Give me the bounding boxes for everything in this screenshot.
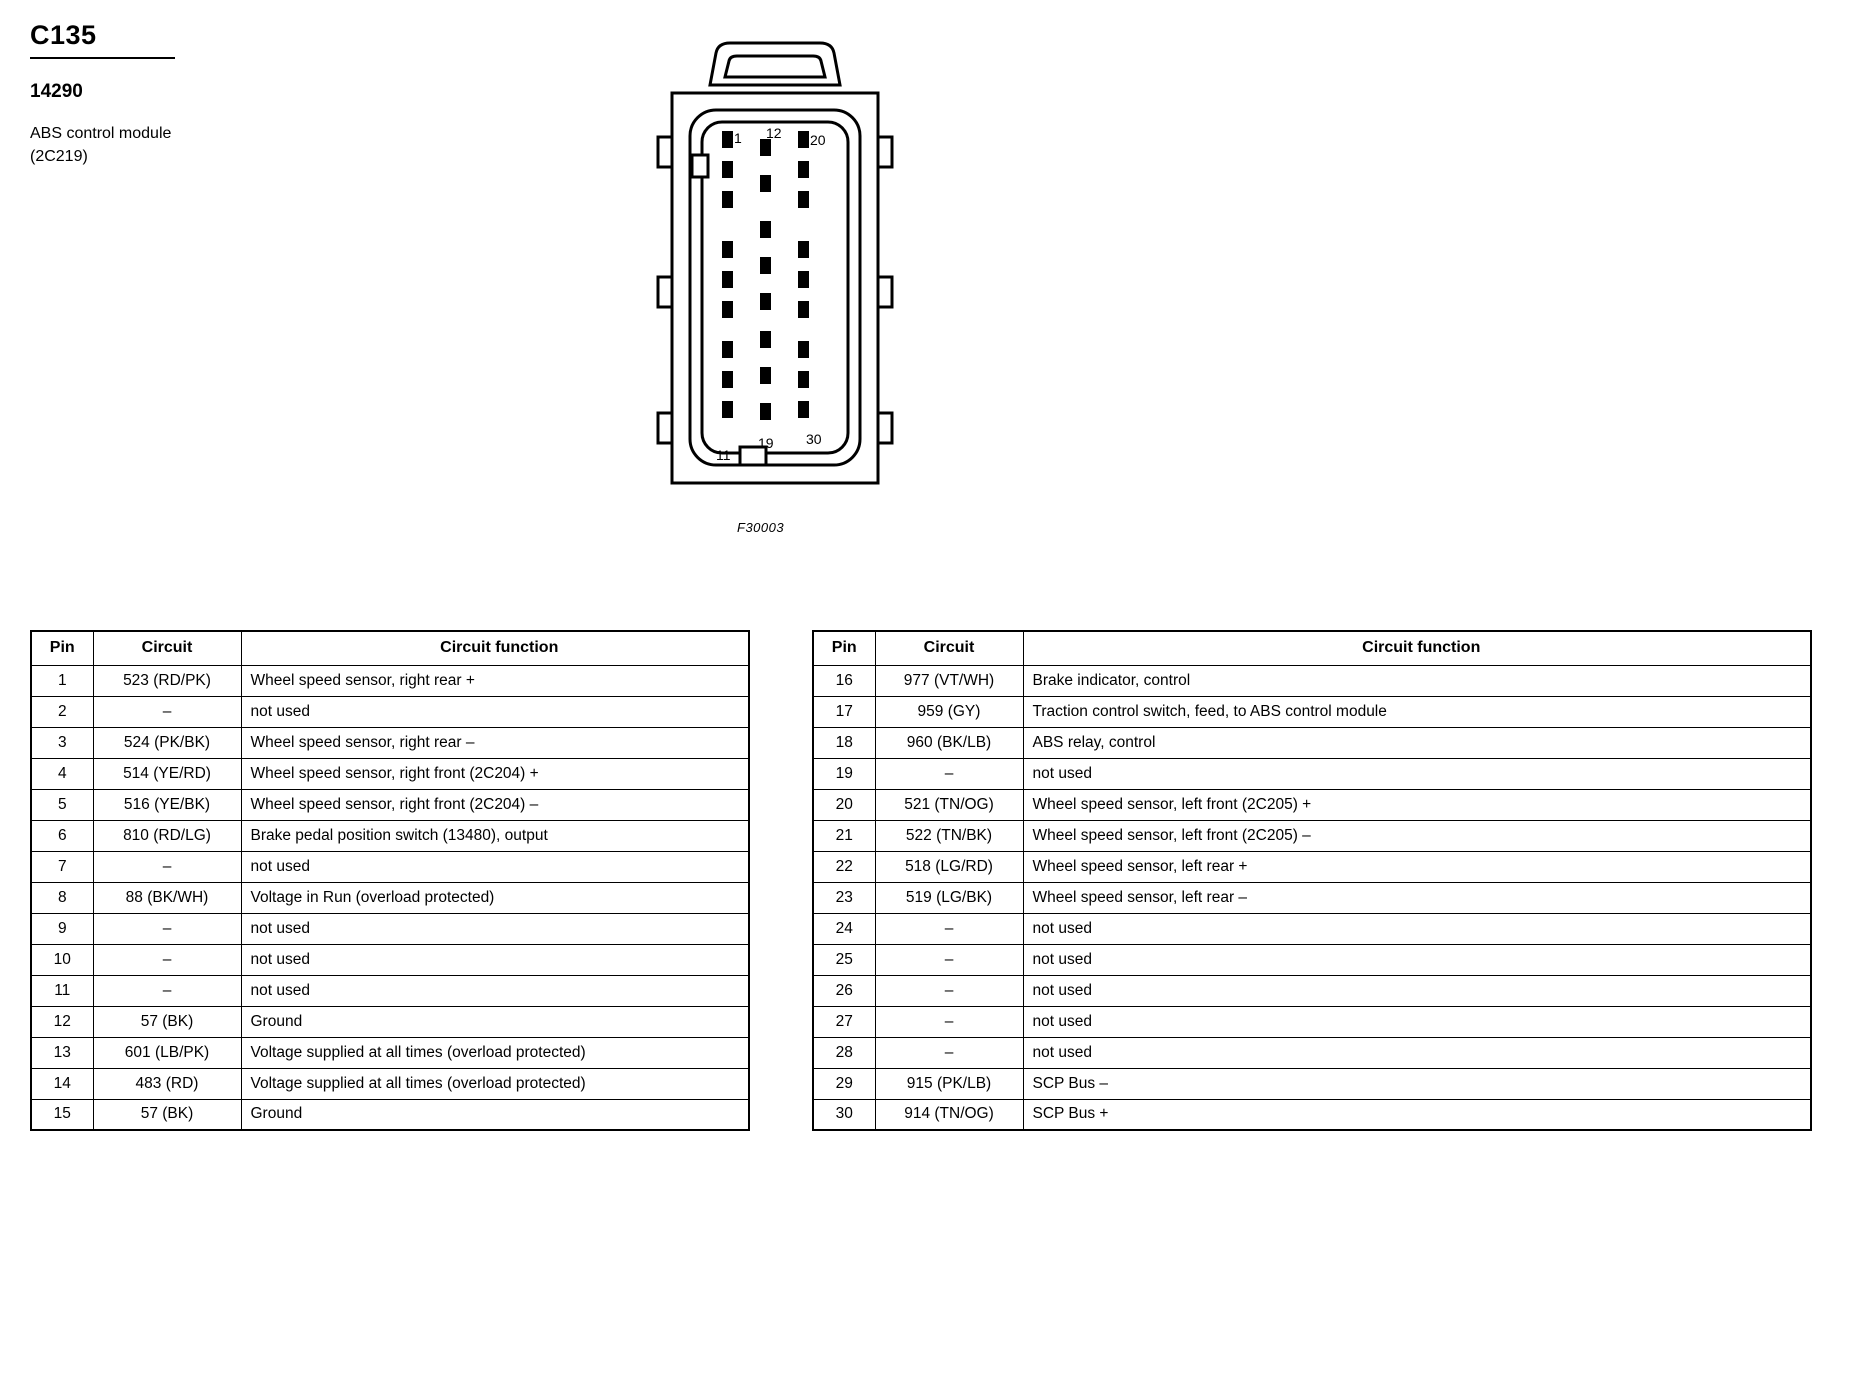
table-header-row xyxy=(31,631,749,665)
pin-label-1: 1 xyxy=(734,130,742,146)
cell-circuit-function: Wheel speed sensor, left rear – xyxy=(1023,882,1811,913)
table-row xyxy=(813,913,1811,944)
cell-circuit: 516 (YE/BK) xyxy=(93,789,241,820)
cell-pin: 3 xyxy=(31,727,93,758)
cell-circuit-function: SCP Bus + xyxy=(1023,1099,1811,1130)
cell-pin: 21 xyxy=(813,820,875,851)
cell-pin: 22 xyxy=(813,851,875,882)
cell-pin: 29 xyxy=(813,1068,875,1099)
cell-pin: 20 xyxy=(813,789,875,820)
cell-circuit: 519 (LG/BK) xyxy=(875,882,1023,913)
cell-circuit: 514 (YE/RD) xyxy=(93,758,241,789)
table-row xyxy=(31,851,749,882)
cell-circuit-function: Traction control switch, feed, to ABS control module xyxy=(1023,696,1811,727)
cell-circuit: 810 (RD/LG) xyxy=(93,820,241,851)
cell-circuit-function: Wheel speed sensor, right rear – xyxy=(241,727,749,758)
table-row xyxy=(813,1068,1811,1099)
cell-pin: 26 xyxy=(813,975,875,1006)
cell-pin: 23 xyxy=(813,882,875,913)
table-row xyxy=(813,851,1811,882)
cell-circuit-function: not used xyxy=(1023,1037,1811,1068)
cell-circuit-function: Wheel speed sensor, left front (2C205) – xyxy=(1023,820,1811,851)
cell-circuit: 960 (BK/LB) xyxy=(875,727,1023,758)
cell-circuit-function: Ground xyxy=(241,1006,749,1037)
cell-circuit: – xyxy=(875,944,1023,975)
cell-pin: 10 xyxy=(31,944,93,975)
cell-circuit: – xyxy=(93,696,241,727)
header-circuit: Circuit xyxy=(93,631,241,665)
cell-pin: 25 xyxy=(813,944,875,975)
cell-circuit-function: Wheel speed sensor, right front (2C204) + xyxy=(241,758,749,789)
table-row xyxy=(31,758,749,789)
cell-circuit: – xyxy=(93,944,241,975)
cell-circuit-function: not used xyxy=(241,696,749,727)
cell-circuit: 521 (TN/OG) xyxy=(875,789,1023,820)
header-pin: Pin xyxy=(31,631,93,665)
pin-label-30: 30 xyxy=(806,431,822,447)
table-row xyxy=(813,1037,1811,1068)
table-row xyxy=(813,820,1811,851)
cell-circuit: – xyxy=(875,1037,1023,1068)
cell-circuit: – xyxy=(875,758,1023,789)
table-row xyxy=(813,789,1811,820)
cell-pin: 30 xyxy=(813,1099,875,1130)
cell-circuit: 57 (BK) xyxy=(93,1099,241,1130)
table-row xyxy=(31,820,749,851)
connector-diagram xyxy=(630,15,930,555)
cell-circuit-function: Wheel speed sensor, left rear + xyxy=(1023,851,1811,882)
connector-svg xyxy=(630,15,930,555)
cell-circuit: 959 (GY) xyxy=(875,696,1023,727)
cell-circuit: – xyxy=(875,1006,1023,1037)
cell-pin: 9 xyxy=(31,913,93,944)
table-row xyxy=(813,882,1811,913)
table-row xyxy=(31,1068,749,1099)
table-row xyxy=(31,1037,749,1068)
cell-circuit-function: SCP Bus – xyxy=(1023,1068,1811,1099)
cell-pin: 28 xyxy=(813,1037,875,1068)
table-row xyxy=(31,975,749,1006)
cell-pin: 15 xyxy=(31,1099,93,1130)
cell-pin: 11 xyxy=(31,975,93,1006)
pin-label-19: 19 xyxy=(758,435,774,451)
table-row xyxy=(813,975,1811,1006)
cell-pin: 18 xyxy=(813,727,875,758)
table-row xyxy=(31,913,749,944)
table-row xyxy=(813,1006,1811,1037)
cell-pin: 13 xyxy=(31,1037,93,1068)
cell-circuit-function: Wheel speed sensor, right front (2C204) – xyxy=(241,789,749,820)
cell-circuit-function: Voltage supplied at all times (overload protected) xyxy=(241,1068,749,1099)
cell-pin: 5 xyxy=(31,789,93,820)
cell-circuit: – xyxy=(875,913,1023,944)
pin-label-20: 20 xyxy=(810,132,826,148)
table-row xyxy=(813,944,1811,975)
cell-circuit: – xyxy=(93,851,241,882)
table-row xyxy=(813,665,1811,696)
cell-circuit-function: ABS relay, control xyxy=(1023,727,1811,758)
table-row xyxy=(31,696,749,727)
cell-circuit-function: not used xyxy=(1023,758,1811,789)
cell-pin: 27 xyxy=(813,1006,875,1037)
cell-circuit-function: Ground xyxy=(241,1099,749,1130)
component-description: ABS control module (2C219) xyxy=(30,125,172,165)
connector-id: C135 xyxy=(30,20,175,59)
cell-pin: 14 xyxy=(31,1068,93,1099)
table-row xyxy=(31,882,749,913)
pin-label-11: 11 xyxy=(716,447,731,463)
cell-circuit-function: Voltage in Run (overload protected) xyxy=(241,882,749,913)
cell-pin: 19 xyxy=(813,758,875,789)
cell-circuit-function: not used xyxy=(1023,944,1811,975)
cell-pin: 16 xyxy=(813,665,875,696)
table-row xyxy=(813,696,1811,727)
cell-circuit-function: Voltage supplied at all times (overload protected) xyxy=(241,1037,749,1068)
pin-label-12: 12 xyxy=(766,125,782,141)
cell-circuit: 522 (TN/BK) xyxy=(875,820,1023,851)
table-row xyxy=(31,1099,749,1130)
cell-circuit-function: Brake pedal position switch (13480), output xyxy=(241,820,749,851)
cell-circuit-function: not used xyxy=(241,913,749,944)
terminal-cavities xyxy=(722,131,809,420)
part-number: 14290 xyxy=(30,81,83,102)
cell-pin: 8 xyxy=(31,882,93,913)
table-row xyxy=(31,1006,749,1037)
pin-table-right xyxy=(812,630,1812,1131)
cell-pin: 7 xyxy=(31,851,93,882)
table-row xyxy=(31,789,749,820)
header-circuit-function: Circuit function xyxy=(241,631,749,665)
cell-circuit: – xyxy=(93,975,241,1006)
figure-caption: F30003 xyxy=(737,520,785,535)
cell-pin: 12 xyxy=(31,1006,93,1037)
table-row xyxy=(31,727,749,758)
cell-circuit-function: Wheel speed sensor, left front (2C205) + xyxy=(1023,789,1811,820)
cell-circuit: 523 (RD/PK) xyxy=(93,665,241,696)
cell-circuit: 977 (VT/WH) xyxy=(875,665,1023,696)
header-circuit-function: Circuit function xyxy=(1023,631,1811,665)
cell-circuit: 915 (PK/LB) xyxy=(875,1068,1023,1099)
table-row xyxy=(813,1099,1811,1130)
cell-circuit-function: Brake indicator, control xyxy=(1023,665,1811,696)
table-header-row xyxy=(813,631,1811,665)
cell-circuit-function: not used xyxy=(1023,1006,1811,1037)
pin-table-left xyxy=(30,630,750,1131)
cell-circuit-function: not used xyxy=(241,975,749,1006)
cell-circuit-function: Wheel speed sensor, right rear + xyxy=(241,665,749,696)
cell-circuit: 524 (PK/BK) xyxy=(93,727,241,758)
cell-circuit: 88 (BK/WH) xyxy=(93,882,241,913)
header-pin: Pin xyxy=(813,631,875,665)
cell-circuit: 518 (LG/RD) xyxy=(875,851,1023,882)
header-circuit: Circuit xyxy=(875,631,1023,665)
cell-pin: 2 xyxy=(31,696,93,727)
cell-circuit: 914 (TN/OG) xyxy=(875,1099,1023,1130)
table-row xyxy=(31,944,749,975)
cell-pin: 4 xyxy=(31,758,93,789)
cell-circuit: – xyxy=(93,913,241,944)
cell-pin: 24 xyxy=(813,913,875,944)
cell-circuit: 601 (LB/PK) xyxy=(93,1037,241,1068)
table-row xyxy=(813,727,1811,758)
cell-circuit: 483 (RD) xyxy=(93,1068,241,1099)
cell-pin: 6 xyxy=(31,820,93,851)
cell-pin: 1 xyxy=(31,665,93,696)
cell-circuit: 57 (BK) xyxy=(93,1006,241,1037)
table-row xyxy=(813,758,1811,789)
table-row xyxy=(31,665,749,696)
cell-circuit-function: not used xyxy=(241,944,749,975)
cell-circuit-function: not used xyxy=(1023,975,1811,1006)
cell-circuit-function: not used xyxy=(241,851,749,882)
cell-pin: 17 xyxy=(813,696,875,727)
cell-circuit: – xyxy=(875,975,1023,1006)
cell-circuit-function: not used xyxy=(1023,913,1811,944)
connector-header xyxy=(30,20,230,168)
